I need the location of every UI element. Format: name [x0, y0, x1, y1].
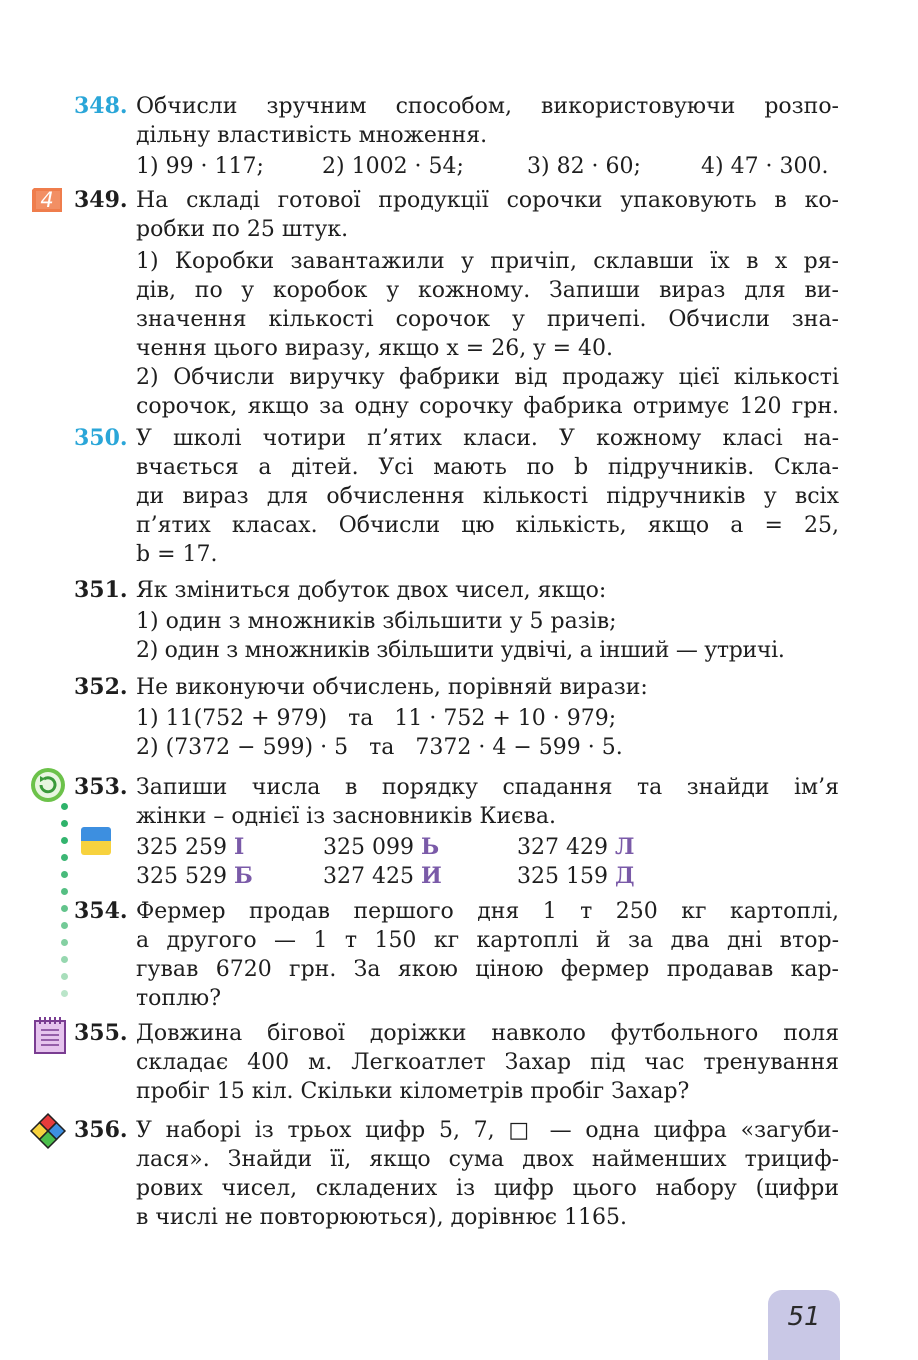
dotted-line: [61, 922, 68, 929]
problem-350-line-4: п’ятих класах. Обчисли цю кількість, якщо a = 25,: [136, 513, 839, 538]
dotted-line: [61, 871, 68, 878]
number-value: 325 099: [323, 835, 414, 860]
problem-349-line-2: робки по 25 штук.: [136, 217, 349, 242]
dotted-line: [61, 820, 68, 827]
problem-348-item-4: 4) 47 · 300.: [701, 154, 829, 179]
dotted-line: [61, 956, 68, 963]
number-value: 325 159: [517, 864, 608, 889]
dotted-line: [61, 939, 68, 946]
dotted-line: [61, 888, 68, 895]
number-value: 325 529: [136, 864, 227, 889]
problem-number-356: 356.: [74, 1117, 128, 1143]
ukraine-flag-icon: [81, 827, 111, 855]
page-number: 51: [787, 1302, 821, 1332]
problem-number-349: 349.: [74, 187, 128, 213]
number-value: 327 429: [517, 835, 608, 860]
problem-356-line-1: У наборі із трьох цифр 5, 7, □ — одна цифра «загуби-: [136, 1118, 839, 1143]
problem-349-line-7: 2) Обчисли виручку фабрики від продажу цієї кількості: [136, 365, 839, 390]
problem-348-line-1: Обчисли зручним способом, використовуючи розпо-: [136, 94, 839, 119]
dotted-line: [61, 905, 68, 912]
number-letter: Б: [233, 863, 253, 889]
problem-number-352: 352.: [74, 674, 128, 700]
number-letter: І: [233, 834, 245, 860]
number-row-2-col-3: [517, 862, 635, 891]
problem-349-line-4: дів, по y коробок у кожному. Запиши вираз для ви-: [136, 278, 839, 303]
problem-349-line-1: На складі готової продукції сорочки упаковують в ко-: [136, 188, 839, 213]
number-letter: И: [420, 863, 442, 889]
problem-number-348: 348.: [74, 93, 128, 119]
problem-355-line-1: Довжина бігової доріжки навколо футбольного поля: [136, 1021, 839, 1046]
number-row-2-col-1: [136, 862, 253, 891]
puzzle-cube-icon: [29, 1112, 67, 1150]
number-row-2-col-2: [323, 862, 442, 891]
problem-352-line-3: 2) (7372 − 599) · 5 та 7372 · 4 − 599 · 5.: [136, 735, 623, 760]
dotted-line: [61, 803, 68, 810]
number-value: 325 259: [136, 835, 227, 860]
problem-348-item-2: 2) 1002 · 54;: [322, 154, 464, 179]
level-badge-label: 4: [40, 188, 54, 212]
problem-349-line-6: чення цього виразу, якщо x = 26, y = 40.: [136, 336, 614, 361]
problem-349-line-5: значення кількості сорочок у причепі. Обчисли зна-: [136, 307, 839, 332]
dotted-line: [61, 837, 68, 844]
problem-355-line-2: складає 400 м. Легкоатлет Захар під час тренування: [136, 1050, 839, 1075]
problem-352-line-1: Не виконуючи обчислень, порівняй вирази:: [136, 675, 648, 700]
problem-number-355: 355.: [74, 1020, 128, 1046]
dotted-line: [61, 973, 68, 980]
problem-349-line-3: 1) Коробки завантажили у причіп, склавши їх в x ря-: [136, 249, 839, 274]
number-row-1-col-2: [323, 833, 439, 862]
problem-348-item-3: 3) 82 · 60;: [527, 154, 641, 179]
problem-354-line-2: а другого — 1 т 150 кг картоплі й за два дні втор-: [136, 928, 839, 953]
problem-348-line-2: дільну властивість множення.: [136, 123, 488, 148]
problem-number-353: 353.: [74, 774, 128, 800]
problem-354-line-3: гував 6720 грн. За якою ціною фермер продавав кар-: [136, 957, 839, 982]
problem-350-line-5: b = 17.: [136, 542, 218, 567]
problem-354-line-1: Фермер продав першого дня 1 т 250 кг картоплі,: [136, 899, 839, 924]
problem-351-line-3: 2) один з множників збільшити удвічі, а інший — утричі.: [136, 638, 785, 663]
problem-351-line-2: 1) один з множників збільшити у 5 разів;: [136, 609, 617, 634]
problem-351-line-1: Як зміниться добуток двох чисел, якщо:: [136, 578, 607, 603]
problem-350-line-1: У школі чотири п’ятих класи. У кожному класі на-: [136, 426, 839, 451]
number-row-1-col-1: [136, 833, 244, 862]
number-row-1-col-3: [517, 833, 634, 862]
problem-349-line-8: сорочок, якщо за одну сорочку фабрика отримує 120 грн.: [136, 394, 839, 419]
number-letter: Ь: [420, 834, 440, 860]
problem-number-351: 351.: [74, 577, 128, 603]
problem-350-line-3: ди вираз для обчислення кількості підручників у всіх: [136, 484, 839, 509]
number-letter: Д: [614, 863, 635, 889]
notebook-icon: [33, 1016, 67, 1054]
problem-354-line-4: топлю?: [136, 986, 222, 1011]
problem-355-line-3: пробіг 15 кіл. Скільки кілометрів пробіг Захар?: [136, 1079, 690, 1104]
problem-348-item-1: 1) 99 · 117;: [136, 154, 264, 179]
problem-356-line-3: рових чисел, складених із цифр цього набору (цифри: [136, 1176, 839, 1201]
dotted-line: [61, 990, 68, 997]
dotted-line: [61, 854, 68, 861]
page-number-box: [768, 1290, 840, 1360]
problem-number-354: 354.: [74, 898, 128, 924]
problem-350-line-2: вчається a дітей. Усі мають по b підручників. Скла-: [136, 455, 839, 480]
repeat-icon: [30, 767, 66, 803]
problem-356-line-2: лася». Знайди її, якщо сума двох найменших трициф-: [136, 1147, 839, 1172]
problem-353-line-1: Запиши числа в порядку спадання та знайди ім’я: [136, 775, 839, 800]
problem-356-line-4: в числі не повторюються), дорівнює 1165.: [136, 1205, 628, 1230]
number-letter: Л: [614, 834, 635, 860]
problem-353-line-2: жінки – однієї із засновників Києва.: [136, 804, 556, 829]
problem-number-350: 350.: [74, 425, 128, 451]
problem-352-line-2: 1) 11(752 + 979) та 11 · 752 + 10 · 979;: [136, 706, 617, 731]
level-badge-icon: [30, 187, 64, 213]
number-value: 327 425: [323, 864, 414, 889]
